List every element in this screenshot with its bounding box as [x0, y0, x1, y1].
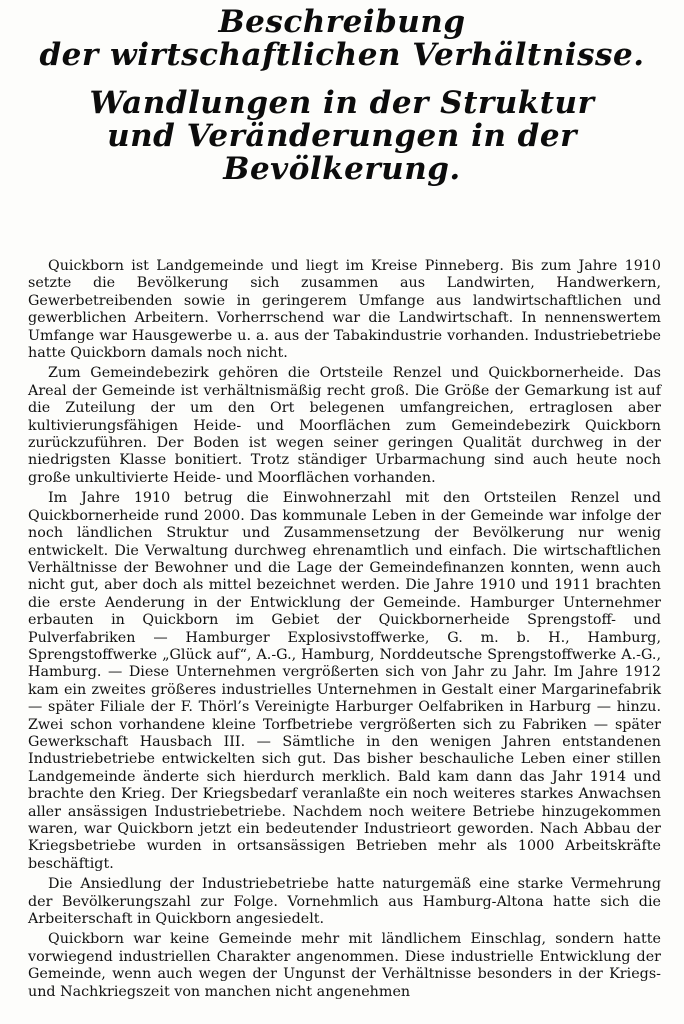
body-text	[28, 258, 661, 1001]
paragraph-3: Im Jahre 1910 betrug die Einwohnerzahl mit den Ortsteilen Renzel und Quickbornerheide rund 2000. Das kommunale Leben in der Gemeinde war infolge der noch ländlichen Struktur und Zusammensetzung der Bevölkerung nur wenig entwickelt. Die Verwaltung durchweg ehrenamtlich und einfach. Die wirtschaftlichen Verhältnisse der Bewohner und die Lage der Gemeindefinanzen konnten, wenn auch nicht gut, aber doch als mittel bezeichnet werden. Die Jahre 1910 und 1911 brachten die erste Aenderung in der Entwicklung der Gemeinde. Hamburger Unternehmer erbauten in Quickborn im Gebiet der Quickbornerheide Sprengstoff- und Pulverfabriken — Hamburger Explosivstoffwerke, G. m. b. H., Hamburg, Sprengstoffwerke „Glück auf“, A.-G., Hamburg, Norddeutsche Sprengstoffwerke A.-G., Hamburg. — Diese Unternehmen vergrößerten sich von Jahr zu Jahr. Im Jahre 1912 kam ein zweites größeres industrielles Unternehmen in Gestalt einer Margarinefabrik — später Filiale der F. Thörl’s Vereinigte Harburger Oelfabriken in Harburg — hinzu. Zwei schon vorhandene kleine Torfbetriebe vergrößerten sich zu Fabriken — später Gewerkschaft Hausbach III. — Sämtliche in den wenigen Jahren entstandenen Industriebetriebe entwickelten sich gut. Das bisher beschauliche Leben einer stillen Landgemeinde änderte sich hierdurch merklich. Bald kam dann das Jahr 1914 und brachte den Krieg. Der Kriegsbedarf veranlaßte ein noch weiteres starkes Anwachsen aller ansässigen Industriebetriebe. Nachdem noch weitere Betriebe hinzugekommen waren, war Quickborn jetzt ein bedeutender Industrieort geworden. Nach Abbau der Kriegsbetriebe wurden in ortsansässigen Betrieben mehr als 1000 Arbeitskräfte beschäftigt.	[28, 490, 661, 872]
title-line-1: Beschreibung	[218, 4, 466, 40]
title-line-2: der wirtschaftlichen Verhältnisse.	[39, 37, 645, 73]
subtitle-line-1: Wandlungen in der Struktur	[89, 85, 595, 121]
paragraph-2: Zum Gemeindebezirk gehören die Ortsteile Renzel und Quickbornerheide. Das Areal der Gemeinde ist verhältnismäßig recht groß. Die Größe der Gemarkung ist auf die Zuteilung der um den Ort belegenen umfangreichen, ertraglosen aber kultivierungsfähigen Heide- und Moorflächen zum Gemeindebezirk Quickborn zurückzuführen. Der Boden ist wegen seiner geringen Qualität durchweg in der niedrigsten Klasse bonitiert. Trotz ständiger Urbarmachung sind auch heute noch große unkultivierte Heide- und Moorflächen vorhanden.	[28, 365, 661, 486]
paragraph-4: Die Ansiedlung der Industriebetriebe hatte naturgemäß eine starke Vermehrung der Bevölkerungszahl zur Folge. Vornehmlich aus Hamburg-Altona hatte sich die Arbeiterschaft in Quickborn angesiedelt.	[28, 876, 661, 928]
heading-block	[0, 6, 684, 186]
paragraph-5: Quickborn war keine Gemeinde mehr mit ländlichem Einschlag, sondern hatte vorwiegend industriellen Charakter angenommen. Diese industrielle Entwicklung der Gemeinde, wenn auch wegen der Ungunst der Verhältnisse besonders in der Kriegs- und Nachkriegszeit von manchen nicht angenehmen	[28, 931, 661, 1000]
paragraph-1: Quickborn ist Landgemeinde und liegt im Kreise Pinneberg. Bis zum Jahre 1910 setzte die Bevölkerung sich zusammen aus Landwirten, Handwerkern, Gewerbetreibenden sowie in geringerem Umfange aus landwirtschaftlichen und gewerblichen Arbeitern. Vorherrschend war die Landwirtschaft. In nennenswertem Umfange war Hausgewerbe u. a. aus der Tabakindustrie vorhanden. Industriebetriebe hatte Quickborn damals noch nicht.	[28, 258, 661, 362]
subtitle-line-2: und Veränderungen in der Bevölkerung.	[107, 118, 577, 187]
